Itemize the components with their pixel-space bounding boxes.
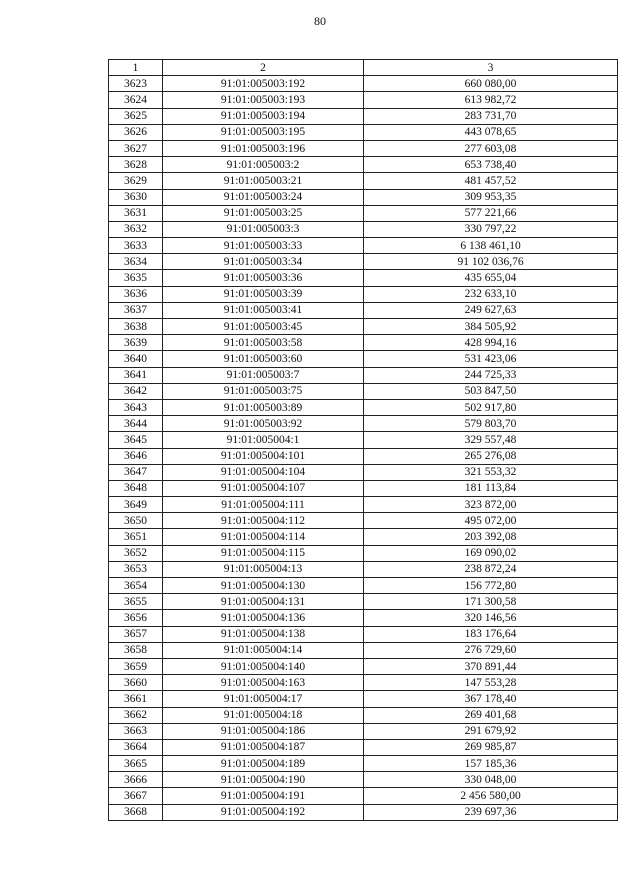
row-number-cell: 3623 — [109, 76, 163, 92]
row-number-cell: 3666 — [109, 772, 163, 788]
table-row — [109, 124, 618, 140]
cadastral-number-cell: 91:01:005004:1 — [163, 432, 364, 448]
cadastral-number-cell: 91:01:005004:186 — [163, 723, 364, 739]
table-row — [109, 399, 618, 415]
value-cell: 269 401,68 — [364, 707, 618, 723]
table-body — [109, 76, 618, 821]
table-row — [109, 448, 618, 464]
table-row — [109, 788, 618, 804]
value-cell: 276 729,60 — [364, 642, 618, 658]
row-number-cell: 3663 — [109, 723, 163, 739]
row-number-cell: 3645 — [109, 432, 163, 448]
table-row — [109, 772, 618, 788]
row-number-cell: 3648 — [109, 480, 163, 496]
row-number-cell: 3662 — [109, 707, 163, 723]
value-cell: 238 872,24 — [364, 561, 618, 577]
row-number-cell: 3653 — [109, 561, 163, 577]
row-number-cell: 3664 — [109, 739, 163, 755]
value-cell: 330 048,00 — [364, 772, 618, 788]
row-number-cell: 3668 — [109, 804, 163, 820]
value-cell: 244 725,33 — [364, 367, 618, 383]
cadastral-number-cell: 91:01:005003:89 — [163, 399, 364, 415]
cadastral-number-cell: 91:01:005004:18 — [163, 707, 364, 723]
cadastral-number-cell: 91:01:005004:101 — [163, 448, 364, 464]
row-number-cell: 3641 — [109, 367, 163, 383]
table-row — [109, 497, 618, 513]
cadastral-number-cell: 91:01:005004:140 — [163, 658, 364, 674]
cadastral-number-cell: 91:01:005004:130 — [163, 578, 364, 594]
table-row — [109, 286, 618, 302]
value-cell: 443 078,65 — [364, 124, 618, 140]
table-row — [109, 739, 618, 755]
value-cell: 367 178,40 — [364, 691, 618, 707]
value-cell: 435 655,04 — [364, 270, 618, 286]
row-number-cell: 3651 — [109, 529, 163, 545]
cadastral-number-cell: 91:01:005003:3 — [163, 221, 364, 237]
cadastral-number-cell: 91:01:005004:112 — [163, 513, 364, 529]
row-number-cell: 3659 — [109, 658, 163, 674]
cadastral-number-cell: 91:01:005003:58 — [163, 335, 364, 351]
table-row — [109, 335, 618, 351]
row-number-cell: 3655 — [109, 594, 163, 610]
table-row — [109, 319, 618, 335]
cadastral-number-cell: 91:01:005004:107 — [163, 480, 364, 496]
row-number-cell: 3637 — [109, 302, 163, 318]
row-number-cell: 3634 — [109, 254, 163, 270]
page-number: 80 — [314, 14, 326, 28]
value-cell: 531 423,06 — [364, 351, 618, 367]
value-cell: 203 392,08 — [364, 529, 618, 545]
cadastral-number-cell: 91:01:005004:138 — [163, 626, 364, 642]
cadastral-number-cell: 91:01:005003:75 — [163, 383, 364, 399]
cadastral-number-cell: 91:01:005003:60 — [163, 351, 364, 367]
table-row — [109, 642, 618, 658]
cadastral-number-cell: 91:01:005004:104 — [163, 464, 364, 480]
cadastral-number-cell: 91:01:005004:17 — [163, 691, 364, 707]
value-cell: 320 146,56 — [364, 610, 618, 626]
table-row — [109, 221, 618, 237]
row-number-cell: 3643 — [109, 399, 163, 415]
row-number-cell: 3628 — [109, 157, 163, 173]
table-row — [109, 157, 618, 173]
value-cell: 147 553,28 — [364, 675, 618, 691]
cadastral-number-cell: 91:01:005003:92 — [163, 416, 364, 432]
row-number-cell: 3626 — [109, 124, 163, 140]
data-table — [108, 59, 618, 821]
cadastral-number-cell: 91:01:005004:191 — [163, 788, 364, 804]
cadastral-number-cell: 91:01:005003:24 — [163, 189, 364, 205]
column-header-1: 1 — [109, 60, 163, 76]
value-cell: 91 102 036,76 — [364, 254, 618, 270]
cadastral-number-cell: 91:01:005003:194 — [163, 108, 364, 124]
cadastral-number-cell: 91:01:005003:39 — [163, 286, 364, 302]
row-number-cell: 3661 — [109, 691, 163, 707]
cadastral-number-cell: 91:01:005003:41 — [163, 302, 364, 318]
row-number-cell: 3654 — [109, 578, 163, 594]
value-cell: 2 456 580,00 — [364, 788, 618, 804]
table-row — [109, 626, 618, 642]
value-cell: 495 072,00 — [364, 513, 618, 529]
cadastral-number-cell: 91:01:005003:21 — [163, 173, 364, 189]
cadastral-number-cell: 91:01:005003:192 — [163, 76, 364, 92]
value-cell: 269 985,87 — [364, 739, 618, 755]
value-cell: 323 872,00 — [364, 497, 618, 513]
row-number-cell: 3665 — [109, 756, 163, 772]
table-row — [109, 707, 618, 723]
value-cell: 291 679,92 — [364, 723, 618, 739]
cadastral-number-cell: 91:01:005003:2 — [163, 157, 364, 173]
table-row — [109, 594, 618, 610]
row-number-cell: 3629 — [109, 173, 163, 189]
table-row — [109, 302, 618, 318]
row-number-cell: 3635 — [109, 270, 163, 286]
row-number-cell: 3658 — [109, 642, 163, 658]
table-row — [109, 173, 618, 189]
value-cell: 283 731,70 — [364, 108, 618, 124]
table-row — [109, 270, 618, 286]
value-cell: 384 505,92 — [364, 319, 618, 335]
cadastral-number-cell: 91:01:005003:196 — [163, 140, 364, 156]
value-cell: 329 557,48 — [364, 432, 618, 448]
table-row — [109, 480, 618, 496]
row-number-cell: 3650 — [109, 513, 163, 529]
row-number-cell: 3632 — [109, 221, 163, 237]
row-number-cell: 3656 — [109, 610, 163, 626]
header-row — [109, 60, 618, 76]
value-cell: 481 457,52 — [364, 173, 618, 189]
row-number-cell: 3660 — [109, 675, 163, 691]
value-cell: 330 797,22 — [364, 221, 618, 237]
row-number-cell: 3638 — [109, 319, 163, 335]
table-row — [109, 76, 618, 92]
row-number-cell: 3642 — [109, 383, 163, 399]
table-row — [109, 254, 618, 270]
value-cell: 613 982,72 — [364, 92, 618, 108]
value-cell: 249 627,63 — [364, 302, 618, 318]
value-cell: 660 080,00 — [364, 76, 618, 92]
cadastral-number-cell: 91:01:005004:131 — [163, 594, 364, 610]
value-cell: 321 553,32 — [364, 464, 618, 480]
cadastral-number-cell: 91:01:005004:114 — [163, 529, 364, 545]
cadastral-number-cell: 91:01:005004:192 — [163, 804, 364, 820]
table-row — [109, 205, 618, 221]
row-number-cell: 3644 — [109, 416, 163, 432]
table-row — [109, 416, 618, 432]
cadastral-number-cell: 91:01:005004:136 — [163, 610, 364, 626]
table-row — [109, 756, 618, 772]
table-row — [109, 723, 618, 739]
row-number-cell: 3633 — [109, 238, 163, 254]
row-number-cell: 3667 — [109, 788, 163, 804]
table-row — [109, 610, 618, 626]
table-row — [109, 367, 618, 383]
table-row — [109, 92, 618, 108]
cadastral-number-cell: 91:01:005004:14 — [163, 642, 364, 658]
table-row — [109, 578, 618, 594]
row-number-cell: 3630 — [109, 189, 163, 205]
row-number-cell: 3631 — [109, 205, 163, 221]
row-number-cell: 3639 — [109, 335, 163, 351]
table-row — [109, 238, 618, 254]
value-cell: 277 603,08 — [364, 140, 618, 156]
row-number-cell: 3647 — [109, 464, 163, 480]
value-cell: 265 276,08 — [364, 448, 618, 464]
value-cell: 653 738,40 — [364, 157, 618, 173]
cadastral-number-cell: 91:01:005004:13 — [163, 561, 364, 577]
cadastral-number-cell: 91:01:005004:187 — [163, 739, 364, 755]
table-row — [109, 464, 618, 480]
row-number-cell: 3657 — [109, 626, 163, 642]
row-number-cell: 3640 — [109, 351, 163, 367]
row-number-cell: 3652 — [109, 545, 163, 561]
cadastral-number-cell: 91:01:005004:163 — [163, 675, 364, 691]
value-cell: 169 090,02 — [364, 545, 618, 561]
table-row — [109, 529, 618, 545]
cadastral-number-cell: 91:01:005004:115 — [163, 545, 364, 561]
cadastral-number-cell: 91:01:005003:25 — [163, 205, 364, 221]
value-cell: 577 221,66 — [364, 205, 618, 221]
table-row — [109, 383, 618, 399]
table-row — [109, 189, 618, 205]
value-cell: 183 176,64 — [364, 626, 618, 642]
table-row — [109, 691, 618, 707]
cadastral-number-cell: 91:01:005003:193 — [163, 92, 364, 108]
value-cell: 502 917,80 — [364, 399, 618, 415]
table-row — [109, 140, 618, 156]
value-cell: 156 772,80 — [364, 578, 618, 594]
value-cell: 579 803,70 — [364, 416, 618, 432]
row-number-cell: 3627 — [109, 140, 163, 156]
cadastral-number-cell: 91:01:005004:190 — [163, 772, 364, 788]
row-number-cell: 3624 — [109, 92, 163, 108]
cadastral-number-cell: 91:01:005004:111 — [163, 497, 364, 513]
table-row — [109, 513, 618, 529]
table-row — [109, 658, 618, 674]
cadastral-number-cell: 91:01:005003:36 — [163, 270, 364, 286]
table-row — [109, 804, 618, 820]
cadastral-number-cell: 91:01:005003:7 — [163, 367, 364, 383]
value-cell: 232 633,10 — [364, 286, 618, 302]
table-row — [109, 351, 618, 367]
table-row — [109, 545, 618, 561]
cadastral-number-cell: 91:01:005003:45 — [163, 319, 364, 335]
value-cell: 171 300,58 — [364, 594, 618, 610]
value-cell: 370 891,44 — [364, 658, 618, 674]
cadastral-number-cell: 91:01:005003:33 — [163, 238, 364, 254]
row-number-cell: 3649 — [109, 497, 163, 513]
value-cell: 6 138 461,10 — [364, 238, 618, 254]
column-header-3: 3 — [364, 60, 618, 76]
row-number-cell: 3625 — [109, 108, 163, 124]
value-cell: 181 113,84 — [364, 480, 618, 496]
value-cell: 309 953,35 — [364, 189, 618, 205]
value-cell: 503 847,50 — [364, 383, 618, 399]
table-row — [109, 108, 618, 124]
row-number-cell: 3646 — [109, 448, 163, 464]
value-cell: 239 697,36 — [364, 804, 618, 820]
cadastral-number-cell: 91:01:005004:189 — [163, 756, 364, 772]
table-row — [109, 675, 618, 691]
value-cell: 157 185,36 — [364, 756, 618, 772]
table-row — [109, 561, 618, 577]
value-cell: 428 994,16 — [364, 335, 618, 351]
cadastral-number-cell: 91:01:005003:34 — [163, 254, 364, 270]
row-number-cell: 3636 — [109, 286, 163, 302]
column-header-2: 2 — [163, 60, 364, 76]
cadastral-number-cell: 91:01:005003:195 — [163, 124, 364, 140]
table-row — [109, 432, 618, 448]
